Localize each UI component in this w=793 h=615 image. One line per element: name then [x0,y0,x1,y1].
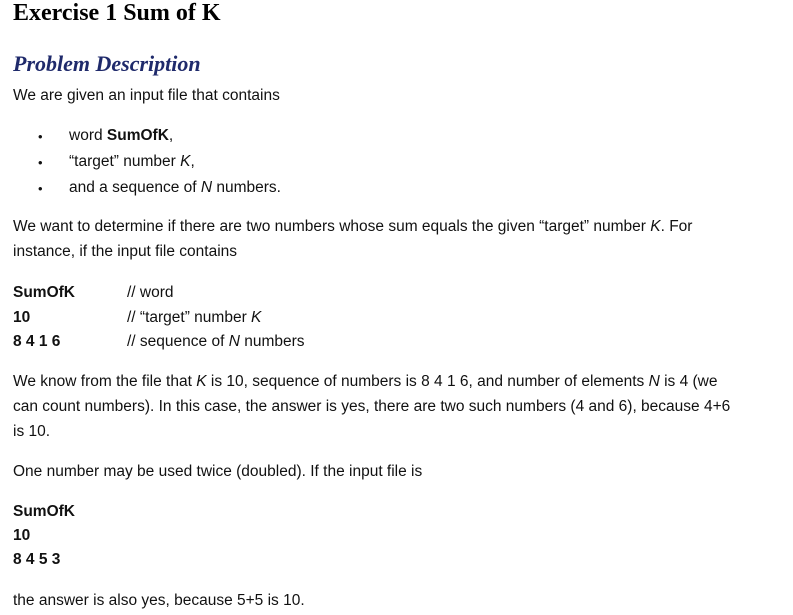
paragraph-line: instance, if the input file contains [13,243,238,260]
list-item-text: “target” number K, [69,153,195,170]
bullet-icon: • [38,155,43,170]
paragraph-line: We know from the file that K is 10, sequence of numbers is 8 4 1 6, and number of elements N is 4 (we [13,373,718,390]
example-value: SumOfK [13,284,75,301]
intro-text: We are given an input file that contains [13,87,280,104]
example-value: 10 [13,309,31,326]
example-value: 10 [13,527,31,544]
bullet-icon: • [38,129,43,144]
list-item-text: and a sequence of N numbers. [69,179,281,196]
list-item [38,154,43,172]
example-value: 8 4 5 3 [13,551,61,568]
list-item [38,180,43,198]
page-title: Exercise 1 Sum of K [13,0,221,26]
paragraph-line: is 10. [13,423,51,440]
example-comment: // word [127,284,174,301]
example-comment: // sequence of N numbers [127,333,305,350]
list-item-text: word SumOfK, [69,127,174,144]
example-value: SumOfK [13,503,75,520]
bullet-icon: • [38,181,43,196]
example-value: 8 4 1 6 [13,333,61,350]
example-comment: // “target” number K [127,309,262,326]
paragraph-3: One number may be used twice (doubled). If the input file is [13,463,423,480]
paragraph-4: the answer is also yes, because 5+5 is 10. [13,592,305,609]
paragraph-line: We want to determine if there are two numbers whose sum equals the given “target” number K. For [13,218,693,235]
paragraph-line: can count numbers). In this case, the answer is yes, there are two such numbers (4 and 6), because 4+6 [13,398,731,415]
list-item [38,128,43,146]
section-heading: Problem Description [13,51,201,76]
